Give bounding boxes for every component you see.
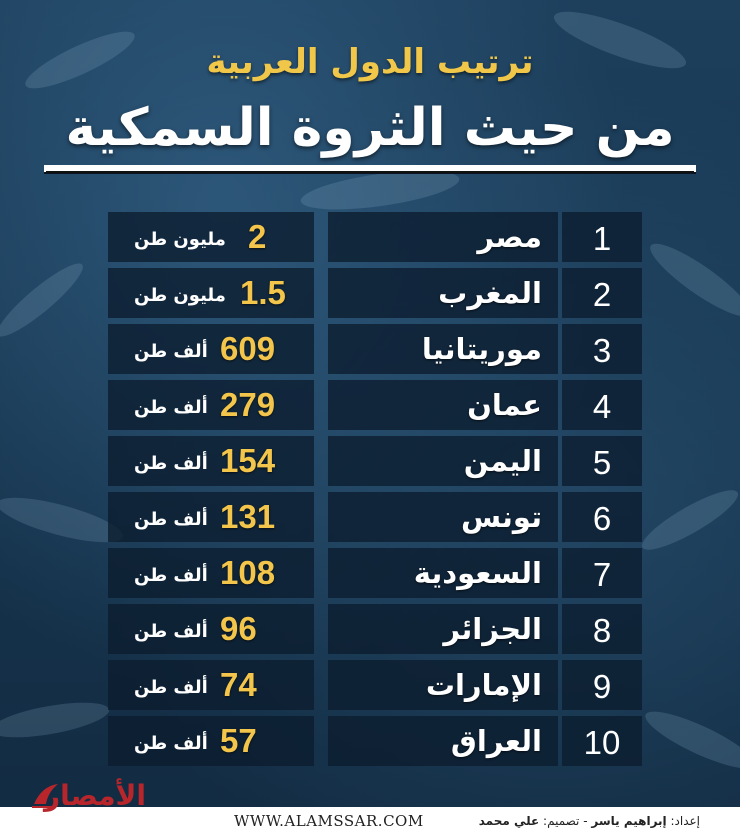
value-unit: ألف طن: [134, 733, 208, 754]
country-cell: [328, 380, 558, 430]
country-name: السعودية: [413, 556, 542, 590]
rank-cell: [562, 716, 642, 766]
rank-number: 4: [592, 388, 612, 425]
rank-cell: [562, 492, 642, 542]
value-unit: ألف طن: [134, 621, 208, 642]
value-unit: ألف طن: [134, 677, 208, 698]
value-unit: ألف طن: [134, 397, 208, 418]
value-unit: ألف طن: [134, 509, 208, 530]
prepared-by: إبراهيم ياسر: [591, 814, 667, 828]
value-unit: مليون طن: [134, 285, 226, 306]
country-name: اليمن: [463, 444, 542, 478]
value-unit: ألف طن: [134, 453, 208, 474]
value-cell: [108, 436, 314, 486]
value-cell: [108, 548, 314, 598]
value-number: 279: [220, 386, 276, 423]
value-number: 57: [220, 722, 257, 759]
country-cell: [328, 212, 558, 262]
rank-cell: [562, 660, 642, 710]
value-number: 108: [220, 554, 276, 591]
table-row: [108, 268, 642, 318]
country-name: العراق: [450, 724, 542, 758]
rank-number: 8: [592, 612, 612, 649]
value-number: 131: [220, 498, 276, 535]
value-cell: [108, 380, 314, 430]
rank-cell: [562, 324, 642, 374]
value-number: 609: [220, 330, 276, 367]
rank-number: 2: [592, 276, 612, 313]
brand-logo: الأمصار: [43, 779, 146, 812]
table-row: [108, 548, 642, 598]
value-cell: [108, 604, 314, 654]
value-cell: [108, 324, 314, 374]
website-url[interactable]: WWW.ALAMSSAR.COM: [234, 812, 424, 830]
country-name: موريتانيا: [421, 332, 542, 366]
rank-number: 9: [592, 668, 612, 705]
country-name: عمان: [467, 388, 542, 422]
value-number: 96: [220, 610, 257, 647]
country-cell: [328, 716, 558, 766]
title-line-1: ترتيب الدول العربية: [206, 42, 534, 82]
country-cell: [328, 324, 558, 374]
country-name: تونس: [461, 500, 542, 534]
table-row: [108, 380, 642, 430]
credits: [479, 810, 700, 832]
value-number: 1.5: [240, 274, 286, 311]
country-cell: [328, 660, 558, 710]
rank-cell: [562, 604, 642, 654]
designed-by: علي محمد: [478, 814, 540, 828]
value-cell: [108, 716, 314, 766]
value-cell: [108, 660, 314, 710]
country-name: مصر: [477, 220, 542, 254]
country-cell: [328, 604, 558, 654]
country-name: الإمارات: [425, 668, 542, 702]
rank-cell: [562, 212, 642, 262]
value-number: 154: [220, 442, 276, 479]
country-cell: [328, 268, 558, 318]
rank-number: 5: [592, 444, 612, 481]
value-unit: ألف طن: [134, 341, 208, 362]
rank-cell: [562, 380, 642, 430]
value-number: 74: [220, 666, 257, 703]
country-cell: [328, 436, 558, 486]
table-row: [108, 212, 642, 262]
table-row: [108, 716, 642, 766]
table-row: [108, 604, 642, 654]
table-row: [108, 436, 642, 486]
country-name: المغرب: [438, 276, 542, 310]
rank-cell: [562, 548, 642, 598]
design-label: تصميم:: [543, 814, 580, 828]
rank-number: 1: [592, 220, 612, 257]
rank-number: 10: [583, 724, 621, 761]
rank-number: 7: [592, 556, 612, 593]
country-cell: [328, 548, 558, 598]
value-cell: [108, 212, 314, 262]
table-row: [108, 324, 642, 374]
rank-cell: [562, 268, 642, 318]
prepared-label: إعداد:: [670, 814, 700, 828]
title-divider: [44, 165, 696, 174]
rank-cell: [562, 436, 642, 486]
rank-number: 6: [592, 500, 612, 537]
credits-separator: -: [579, 814, 588, 828]
country-cell: [328, 492, 558, 542]
table-row: [108, 492, 642, 542]
value-unit: مليون طن: [134, 229, 226, 250]
title-line-2: من حيث الثروة السمكية: [65, 98, 675, 158]
country-name: الجزائر: [443, 612, 542, 646]
table-row: [108, 660, 642, 710]
rank-number: 3: [592, 332, 612, 369]
value-cell: [108, 492, 314, 542]
value-number: 2: [248, 218, 267, 255]
value-unit: ألف طن: [134, 565, 208, 586]
value-cell: [108, 268, 314, 318]
